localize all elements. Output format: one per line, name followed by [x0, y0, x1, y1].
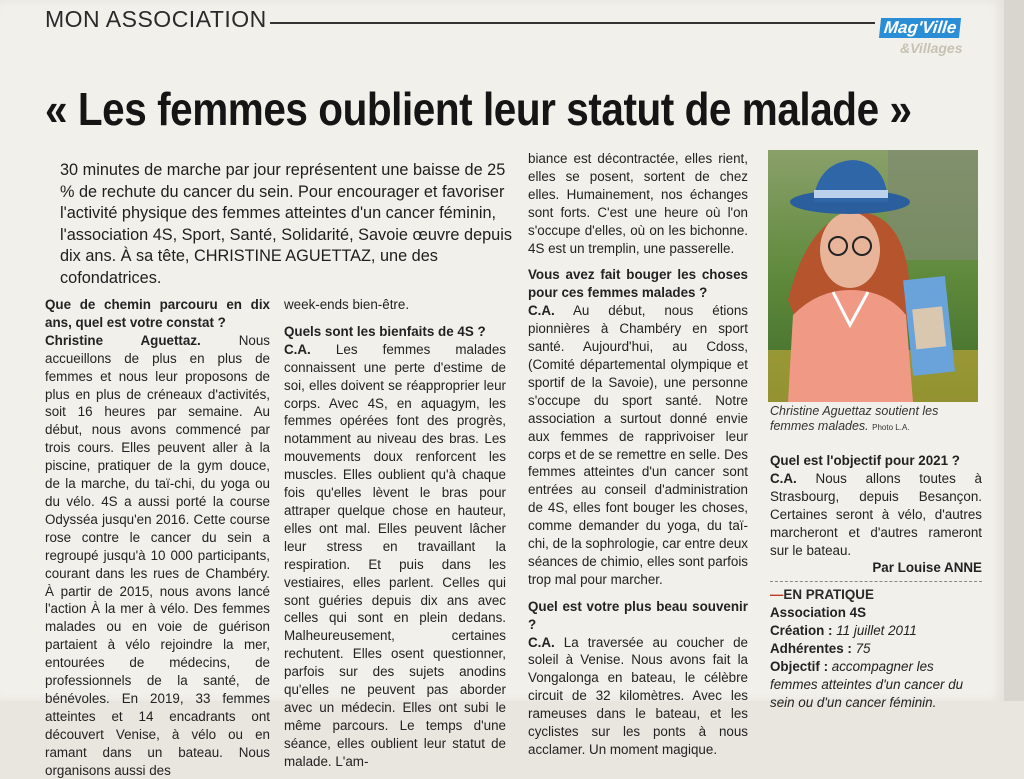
- answer-2: [284, 341, 506, 771]
- en-pratique-heading: —EN PRATIQUE: [770, 587, 874, 603]
- objectif-line: [770, 658, 982, 712]
- answer-5-initials: C.A.: [770, 470, 797, 486]
- separator: [770, 581, 982, 582]
- question-5: Quel est l'objectif pour 2021 ?: [770, 453, 960, 468]
- portrait-illustration: [768, 150, 978, 402]
- adherentes-line: [770, 640, 982, 658]
- answer-2-initials: C.A.: [284, 341, 311, 357]
- objectif-label: Objectif :: [770, 658, 829, 674]
- answer-1-text: Nous accueillons de plus en plus de femmes et nous leur proposons de plus en plus de créneaux d'activités, soit 16 heures par semaine. Au début, nous avons commencé par trois cours. Elles peuvent aller à la piscine, pratiquer de la gym douce, de la marche, du taï-chi, du yoga ou du vélo. 4S a aussi porté la course Odysséa jusqu'en 2016. Cette course rose contre le cancer du sein a regroupé jusqu'à 10 000 participants, courant dans les rues de Chambéry. À partir de 2015, nous avons lancé l'action À la mer à vélo. Des femmes malades ou en voie de guérison partaient à vélo rejoindre la mer, entourées de médecins, de professionnels de la santé, de bénévoles. En 2019, 33 femmes atteintes et 14 encadrants ont découvert Venise, à vélo ou en ramant dans un bateau. Nous organisons aussi des: [45, 332, 270, 778]
- creation-line: [770, 622, 982, 640]
- section-rule: [270, 22, 875, 24]
- answer-4: [528, 634, 748, 759]
- column-2-continuation: week-ends bien-être.: [284, 297, 410, 312]
- question-4: Quel est votre plus beau souvenir ?: [528, 598, 748, 632]
- question-3: Vous avez fait bouger les choses pour ces femmes malades ?: [528, 267, 748, 301]
- column-4: [770, 452, 982, 712]
- lede-paragraph: 30 minutes de marche par jour représentent une baisse de 25 % de rechute du cancer du sein. Pour encourager et favoriser l'activité physique des femmes atteintes d'un cancer féminin, l'association 4S, Sport, Santé, Solidarité, Savoie œuvre depuis dix ans. À sa tête, CHRISTINE AGUETTAZ, une des cofondatrices.: [60, 161, 512, 287]
- answer-1: [45, 332, 270, 779]
- headline: « Les femmes oublient leur statut de malade »: [45, 83, 912, 135]
- objectif-value: accompagner les femmes atteintes d'un cancer du sein ou d'un cancer féminin.: [770, 658, 964, 710]
- question-2: Quels sont les bienfaits de 4S ?: [284, 323, 486, 339]
- association-name: Association 4S: [770, 605, 866, 621]
- en-pratique-label: EN PRATIQUE: [783, 587, 874, 603]
- answer-4-text: La traversée au coucher de soleil à Venise. Nous avons fait la Vongalonga en bateau, le célèbre circuit de 32 kilomètres. Avec les rameuses dans le bateau, et les cyclistes sur les ponts à nous acclamer. Un moment magique.: [528, 634, 748, 757]
- question-1: Que de chemin parcouru en dix ans, quel est votre constat ?: [45, 297, 270, 330]
- answer-5: [770, 470, 982, 560]
- column-2: [284, 296, 506, 771]
- column-3: [528, 150, 748, 759]
- answer-2-text: Les femmes malades connaissent une perte d'estime de soi, elles doivent se réapproprier leur corps. Avec 4S, en aquagym, les femmes opérées font des progrès, notamment au niveau des bras. Les mouvements doux renforcent les muscles. Elles oublient qu'à chaque fois qu'elles lèvent le bras pour attraper quelque chose en hauteur, elles ont mal. Elles peuvent lâcher leur stress en travaillant la respiration. Et puis dans les vestiaires, elles parlent. Celles qui sont guéries depuis dix ans avec celles qui sont en plein dedans. Malheureusement, certaines rechutent. Elles osent questionner, parfois sur des sujets anodins qu'elles ne peuvent pas aborder avec un médecin. Elles ont subi le même parcours. Le temps d'une séance, elles oublient leur statut de malade. L'am-: [284, 341, 506, 769]
- mag-logo: [874, 14, 974, 62]
- adherentes-label: Adhérentes :: [770, 641, 852, 657]
- section-label: MON ASSOCIATION: [45, 6, 267, 32]
- answer-3-initials: C.A.: [528, 303, 555, 319]
- logo-line1: Mag'Ville: [879, 18, 961, 38]
- caption-text: Christine Aguettaz soutient les femmes malades.: [770, 404, 939, 433]
- creation-label: Création :: [770, 623, 833, 639]
- answer-5-text: Nous allons toutes à Strasbourg, depuis Besançon. Certaines seront à vélo, d'autres marcheront et d'autres rameront sur le bateau.: [770, 470, 982, 558]
- portrait-photo: [768, 150, 978, 402]
- byline: Par Louise ANNE: [872, 560, 982, 576]
- photo-credit: Photo L.A.: [872, 423, 910, 432]
- logo-line2: &Villages: [900, 40, 963, 56]
- answer-4-initials: C.A.: [528, 634, 555, 650]
- creation-value: 11 juillet 2011: [836, 623, 917, 639]
- column-1: [45, 296, 270, 779]
- answer-3: [528, 302, 748, 589]
- adherentes-value: 75: [855, 641, 871, 657]
- photo-caption: [770, 404, 980, 435]
- page-edge: [1004, 0, 1024, 701]
- answer-1-name: Christine Aguettaz.: [45, 332, 201, 348]
- answer-3-text: Au début, nous étions pionnières à Chambéry en sport santé. Aujourd'hui, au Cdoss, (Comité départemental olympique et sportif de la Savoie), une personne s'occupe du sport santé. Notre association a surtout donné envie aux femmes de rapprivoiser leur corps et de se remettre en selle. Des femmes atteintes d'un cancer sont entrées au conseil d'administration de 4S, elles font bouger les choses, comme demander du yoga, du taï-chi, de la sophrologie, car entre deux séances de chimio, elles sont parfois trop mal pour marcher.: [528, 303, 748, 587]
- column-3-continuation: biance est décontractée, elles rient, elles se posent, sortent de chez elles. Humainement, nos échanges sont forts. C'est une heure où l'on s'occupe d'elles, où on les bichonne. 4S est un tremplin, une passerelle.: [528, 151, 748, 256]
